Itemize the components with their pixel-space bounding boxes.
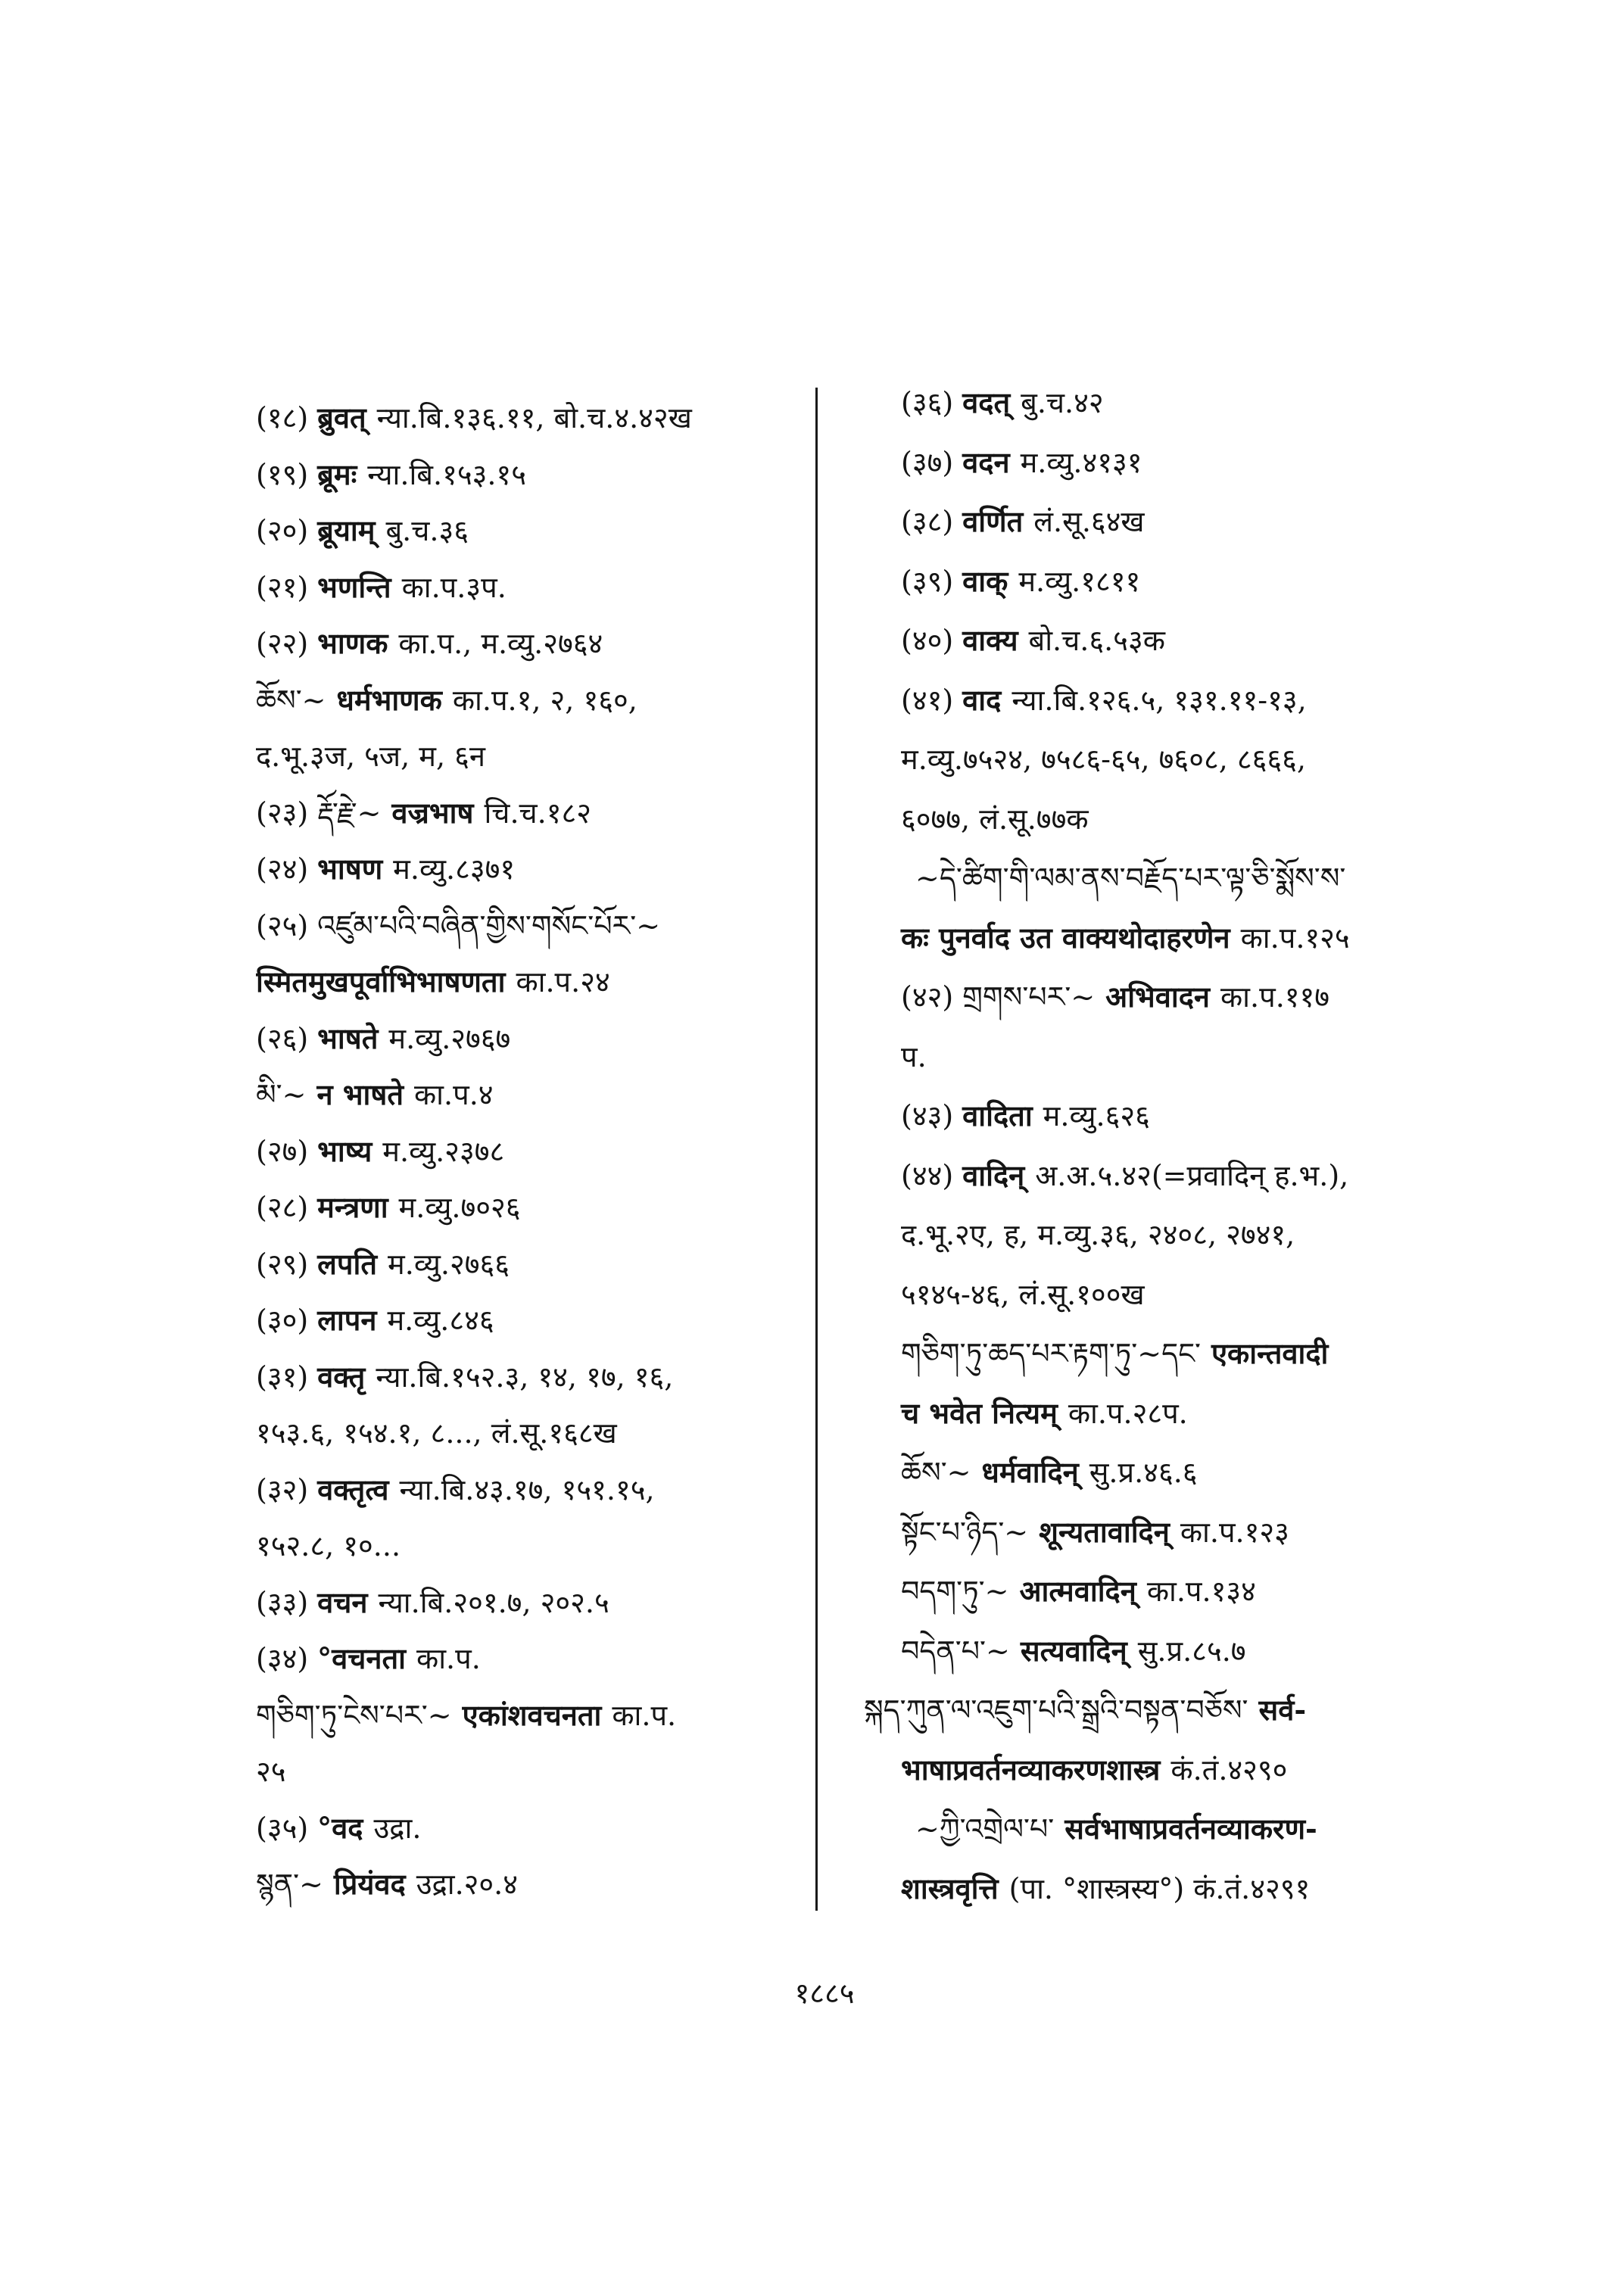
reference: म.व्यु.६२६	[1043, 1099, 1150, 1132]
entry-line	[256, 785, 805, 842]
reference: द.भू.२ए, ह, म.व्यु.३६, २४०८, २७४१,	[901, 1218, 1295, 1251]
tibetan-term: སྐད་ཀུན་ལ་འཇུག་པའི་སྒྲའི་བསྟན་བཅོས་	[864, 1693, 1248, 1727]
headword: वक्तृ	[317, 1359, 366, 1394]
headword: °वचनता	[317, 1641, 407, 1675]
reference: सु.प्र.४६.६	[1089, 1456, 1198, 1489]
entry-number: (२०)	[256, 514, 309, 547]
entry-number: (२३)	[256, 796, 309, 830]
reference: न्या.बि.१२६.५, १३१.११-१३,	[1011, 683, 1307, 717]
entry-line	[864, 1622, 1470, 1681]
reference: १५३.६, १५४.१, ८..., लं.सू.१६८ख	[256, 1416, 617, 1450]
headword: °वद	[317, 1810, 363, 1845]
continuation-line	[256, 1405, 805, 1462]
entry-line	[256, 1631, 805, 1687]
headword: सत्यवादिन्	[1020, 1633, 1127, 1668]
headword: प्रियंवद	[333, 1867, 406, 1901]
column-divider	[815, 388, 818, 1911]
headword: भाषण	[317, 852, 383, 886]
entry-line	[256, 390, 805, 447]
continuation-line	[864, 1265, 1470, 1325]
reference: ५१४५-४६, लं.सू.१००ख	[901, 1277, 1145, 1311]
reference: म.व्यु.७०२६	[398, 1191, 521, 1224]
entry-line	[256, 559, 805, 616]
entry-line	[256, 615, 805, 672]
entry-number: (२२)	[256, 627, 309, 660]
headword: एकान्तवादी	[1211, 1336, 1329, 1370]
entry-line	[864, 908, 1470, 968]
tibetan-term: སྟོང་པ་ཉིད་~	[901, 1515, 1029, 1549]
entry-line	[256, 1349, 805, 1406]
entry-number: (३१)	[256, 1360, 309, 1394]
reference: का.प.	[612, 1698, 677, 1732]
reference: म.व्यु.२७६६	[388, 1247, 510, 1281]
entry-line	[864, 492, 1470, 552]
reference: का.प.२४	[516, 965, 610, 999]
reference: म.व्यु.२७६७	[388, 1021, 511, 1055]
right-column	[864, 373, 1470, 1918]
entry-line	[256, 672, 805, 729]
headword: वदन	[962, 444, 1010, 479]
entry-line	[864, 552, 1470, 612]
entry-line	[256, 1179, 805, 1236]
entry-number: (२४)	[256, 852, 309, 886]
entry-line	[256, 841, 805, 898]
reference: बु.च.४२	[1021, 386, 1104, 419]
reference: २५	[256, 1755, 286, 1788]
reference: ६०७७, लं.सू.७७क	[901, 802, 1089, 836]
reference: कं.तं.४२९०	[1170, 1752, 1288, 1787]
headword: वाद	[962, 682, 1002, 717]
entry-line	[864, 1443, 1470, 1503]
entry-line	[256, 954, 805, 1011]
continuation-line	[864, 730, 1470, 790]
entry-line	[256, 1856, 805, 1913]
entry-line	[864, 1799, 1470, 1859]
headword: वादिता	[962, 1098, 1033, 1132]
headword: भणन्ति	[317, 569, 391, 604]
reference: चि.च.१८२	[484, 796, 592, 830]
tibetan-term: བདག་ཏུ་~	[901, 1575, 1009, 1608]
entry-line	[864, 849, 1470, 908]
entry-number: (३२)	[256, 1472, 309, 1506]
tibetan-term: ~ཀྱི་འགྲེལ་པ་	[915, 1812, 1055, 1846]
reference: लं.सू.६४ख	[1033, 505, 1145, 538]
tibetan-term: བདེན་པ་~	[901, 1634, 1010, 1668]
entry-number: (३८)	[901, 505, 954, 538]
reference: बो.च.६.५३क	[1028, 624, 1165, 657]
entry-line	[864, 1503, 1470, 1562]
tibetan-term: རྡོ་རྗེ་~	[317, 796, 382, 830]
headword: शून्यतावादिन्	[1039, 1514, 1170, 1549]
entry-line	[864, 373, 1470, 433]
entry-line	[256, 1123, 805, 1180]
entry-line	[256, 447, 805, 503]
reference: म.व्यु.२३७८	[382, 1134, 505, 1168]
reference: का.प.	[416, 1642, 481, 1675]
reference: अ.अ.५.४२(=प्रवादिन् ह.भ.),	[1035, 1158, 1349, 1192]
headword: शास्त्रवृत्ति	[901, 1871, 999, 1905]
reference: सु.प्र.८५.७	[1137, 1634, 1246, 1668]
reference: म.व्यु.७५२४, ७५८६-६५, ७६०८, ८६६६,	[901, 743, 1306, 776]
entry-line	[256, 1067, 805, 1123]
headword: कः पुनर्वाद उत वाक्यथोदाहरणेन	[901, 920, 1230, 955]
reference: का.प.११७	[1220, 980, 1330, 1014]
headword: लपति	[317, 1246, 378, 1281]
entry-line	[864, 671, 1470, 731]
headword: वादिन्	[962, 1157, 1025, 1192]
continuation-line	[256, 728, 805, 785]
entry-line	[864, 1324, 1470, 1384]
headword: सर्व-	[1258, 1693, 1307, 1727]
headword: न भाषते	[316, 1077, 404, 1111]
reference: द.भू.३ज, ५ज, म, ६न	[256, 740, 486, 773]
tibetan-term: གྲགས་པར་~	[962, 980, 1096, 1014]
headword: वचन	[317, 1584, 368, 1619]
entry-line	[864, 1859, 1470, 1919]
headword: वदत्	[962, 385, 1011, 419]
entry-line	[256, 1575, 805, 1631]
headword: धर्मभाणक	[336, 682, 442, 717]
entry-number: (३३)	[256, 1585, 309, 1619]
entry-line	[256, 503, 805, 559]
section-heading-line	[864, 1681, 1470, 1740]
entry-line	[256, 1292, 805, 1349]
reference: म.व्यु.१८११	[1018, 564, 1141, 598]
headword: आत्मवादिन्	[1019, 1574, 1136, 1608]
headword: वर्णित	[962, 504, 1024, 538]
headword: वाक्य	[962, 623, 1018, 657]
entry-number: (४०)	[901, 624, 954, 657]
tibetan-term: འཛུམ་པའི་བཞིན་གྱིས་གསོང་པོར་~	[317, 908, 661, 942]
reference: का.प., म.व्यु.२७६४	[398, 627, 603, 660]
entry-line	[864, 611, 1470, 671]
headword: भाषते	[317, 1020, 379, 1055]
continuation-line	[864, 1027, 1470, 1087]
headword: स्मितमुखपूर्वाभिभाषणता	[256, 964, 506, 999]
headword: मन्त्रणा	[317, 1190, 388, 1224]
tibetan-term: གཅིག་ཏུ་ངེས་པར་~	[256, 1698, 452, 1732]
entry-line	[864, 1086, 1470, 1146]
reference: का.प.४	[414, 1078, 494, 1111]
left-column	[256, 390, 805, 1913]
entry-line	[864, 1562, 1470, 1622]
reference: का.प.१२५	[1240, 921, 1350, 955]
tibetan-term: སྙན་~	[256, 1868, 323, 1901]
headword: ब्रुवत्	[317, 400, 366, 435]
entry-line	[864, 1384, 1470, 1444]
headword: वक्तृत्व	[317, 1472, 389, 1506]
entry-line	[256, 1800, 805, 1857]
reference: न्या.बि.४३.१७, १५१.१५,	[399, 1472, 655, 1506]
headword: लापन	[317, 1303, 377, 1337]
page-number: १८८५	[794, 1977, 855, 2010]
entry-number: (२७)	[256, 1134, 309, 1168]
entry-line	[864, 1146, 1470, 1206]
headword: वज्रभाष	[391, 795, 474, 830]
headword: भाषाप्रवर्तनव्याकरणशास्त्र	[901, 1752, 1161, 1787]
entry-number: (३९)	[901, 564, 954, 598]
entry-number: (२१)	[256, 570, 309, 604]
reference: प.	[901, 1039, 927, 1073]
entry-number: (३०)	[256, 1304, 309, 1337]
tibetan-term: ~དེ་ཚིག་གི་ལམ་ནས་བརྗོད་པར་ལྟ་ཅི་སྨོས་ས་	[915, 861, 1346, 895]
reference: (पा. °शास्त्रस्य°) कं.तं.४२९१	[1008, 1871, 1311, 1905]
headword: वाक्	[962, 563, 1008, 598]
entry-number: (३७)	[901, 445, 954, 479]
reference: न्या.बि.१५२.३, १४, १७, १६,	[376, 1360, 674, 1394]
entry-number: (४४)	[901, 1158, 954, 1192]
reference: म.व्यु.८३७१	[393, 852, 516, 886]
entry-number: (३४)	[256, 1642, 309, 1675]
headword: ब्रूमः	[317, 456, 357, 491]
reference: न्या.बि.१३६.११, बो.च.४.४२ख	[376, 401, 692, 435]
continuation-line	[256, 1743, 805, 1800]
reference: म.व्यु.४१३१	[1020, 445, 1142, 479]
headword: भाष्य	[317, 1133, 372, 1168]
reference: न्या.बि.१५३.१५	[367, 457, 526, 491]
entry-number: (२५)	[256, 908, 309, 942]
headword: च भवेत नित्यम्	[901, 1395, 1058, 1430]
reference: उद्रा.	[373, 1811, 422, 1845]
entry-number: (३५)	[256, 1811, 309, 1845]
reference: का.प.३प.	[401, 570, 507, 604]
headword: अभिवादन	[1105, 980, 1210, 1014]
reference: का.प.१, २, १६०,	[452, 683, 637, 717]
entry-line	[256, 1011, 805, 1067]
tibetan-term: ཆོས་~	[256, 683, 326, 717]
reference: न्या.बि.२०१.७, २०२.५	[378, 1585, 609, 1619]
headword: ब्रूयाम्	[317, 513, 376, 547]
reference: बु.च.३६	[385, 514, 469, 547]
tibetan-term: གཅིག་ཏུ་ཆད་པར་རྟག་ཏུ་~དང་	[901, 1337, 1201, 1370]
entry-number: (४१)	[901, 683, 954, 717]
entry-number: (१८)	[256, 401, 309, 435]
entry-line	[256, 898, 805, 955]
entry-line	[256, 1462, 805, 1519]
reference: का.प.२८प.	[1068, 1396, 1188, 1430]
headword: एकांशवचनता	[462, 1697, 602, 1732]
entry-number: (४३)	[901, 1099, 954, 1132]
entry-number: (४२)	[901, 980, 954, 1014]
entry-number: (२६)	[256, 1021, 309, 1055]
continuation-line	[864, 790, 1470, 849]
continuation-line	[256, 1518, 805, 1575]
entry-line	[256, 1236, 805, 1293]
entry-line	[256, 1687, 805, 1744]
reference: १५२.८, १०...	[256, 1529, 401, 1562]
reference: का.प.१३४	[1146, 1575, 1256, 1608]
continuation-line	[864, 1205, 1470, 1265]
tibetan-term: མི་~	[256, 1078, 307, 1111]
entry-number: (१९)	[256, 457, 309, 491]
entry-number: (२८)	[256, 1191, 309, 1224]
entry-line	[864, 433, 1470, 493]
reference: का.प.१२३	[1180, 1515, 1289, 1549]
entry-number: (३६)	[901, 386, 954, 419]
headword: भाणक	[317, 626, 388, 660]
reference: उद्रा.२०.४	[416, 1868, 519, 1901]
tibetan-term: ཆོས་~	[901, 1456, 971, 1489]
entry-line	[864, 967, 1470, 1027]
entry-line	[864, 1740, 1470, 1800]
entry-number: (२९)	[256, 1247, 309, 1281]
headword: सर्वभाषाप्रवर्तनव्याकरण-	[1064, 1812, 1317, 1846]
headword: धर्मवादिन्	[981, 1455, 1079, 1489]
reference: म.व्यु.८४६	[387, 1304, 494, 1337]
